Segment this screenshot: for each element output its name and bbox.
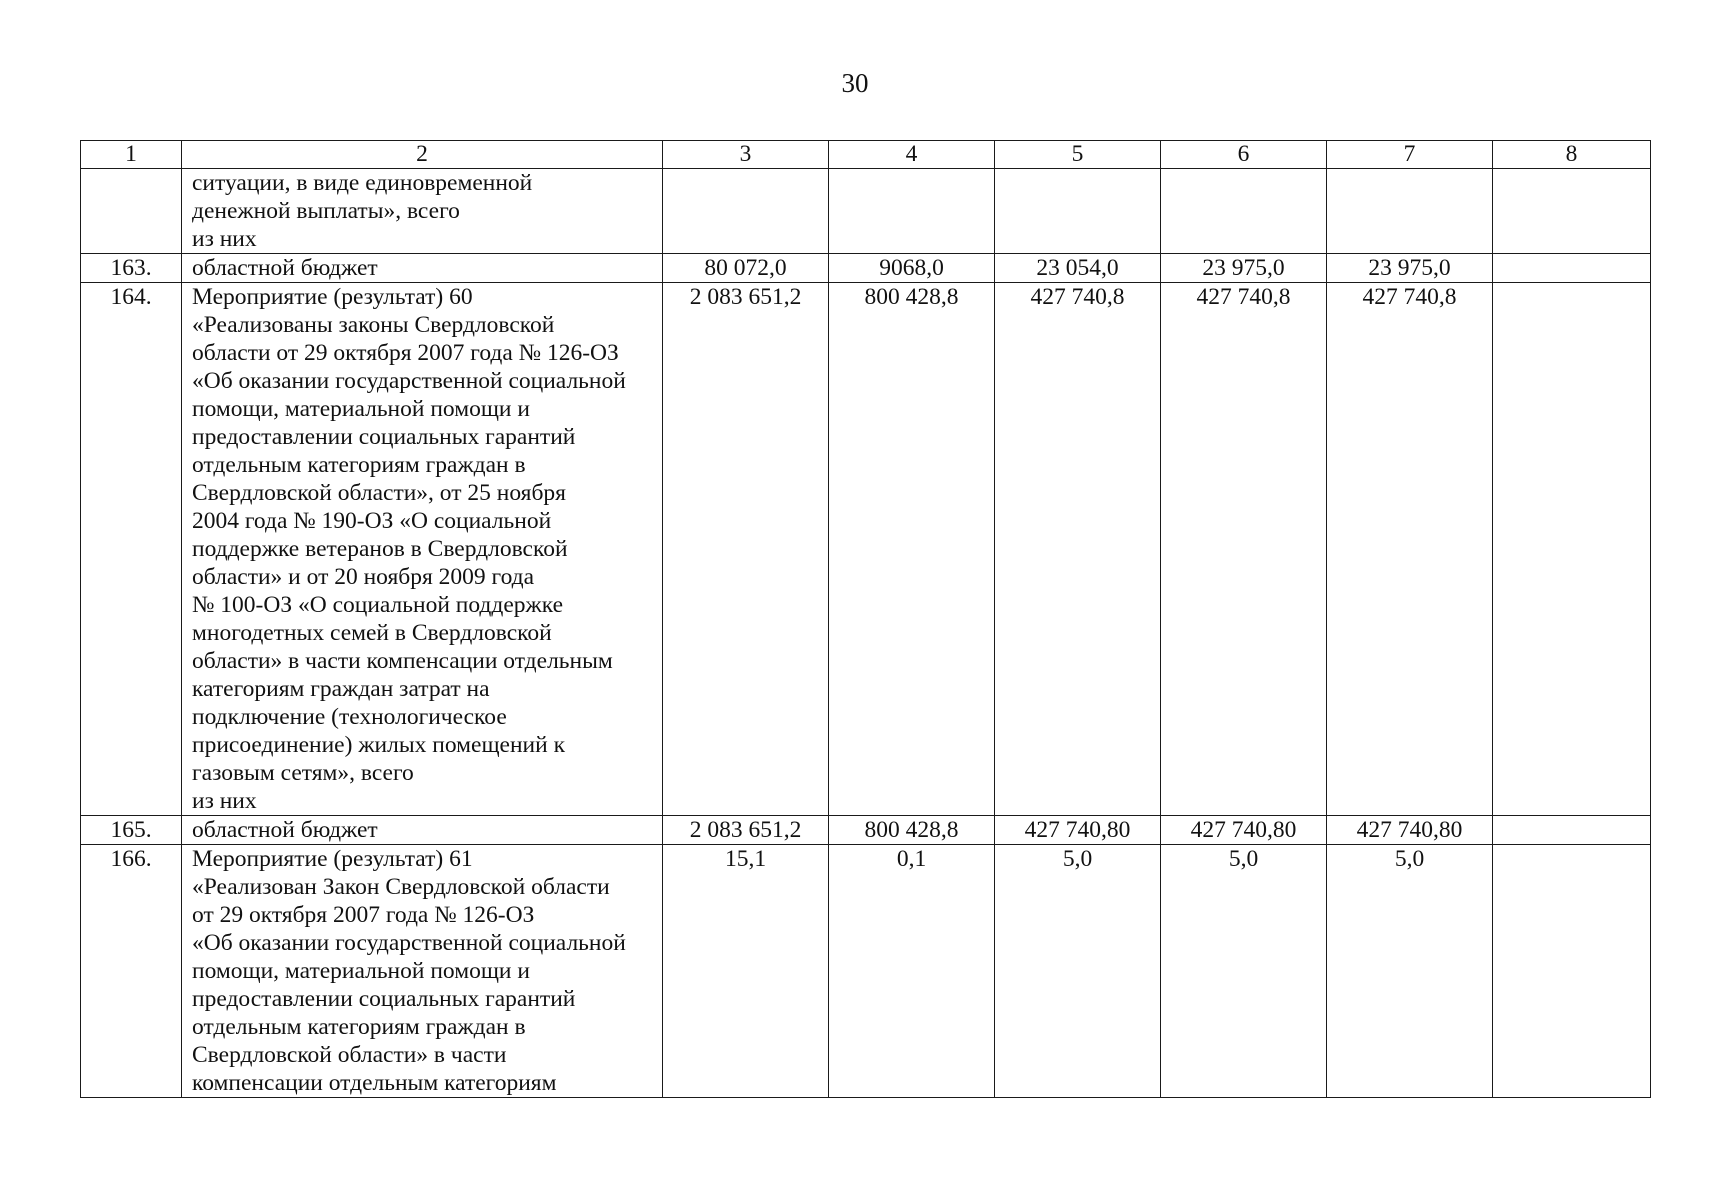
value-cell: 23 054,0	[995, 254, 1161, 283]
value-cell: 427 740,80	[1161, 816, 1327, 845]
value-cell	[995, 169, 1161, 254]
row-description: областной бюджет	[182, 816, 663, 845]
value-cell: 427 740,80	[995, 816, 1161, 845]
table-row	[81, 845, 1651, 1098]
value-cell: 427 740,8	[1327, 283, 1493, 816]
value-cell: 5,0	[995, 845, 1161, 1098]
value-cell	[663, 169, 829, 254]
value-cell	[829, 169, 995, 254]
value-cell: 5,0	[1161, 845, 1327, 1098]
table-row	[81, 283, 1651, 816]
value-cell: 0,1	[829, 845, 995, 1098]
row-description: Мероприятие (результат) 60 «Реализованы законы Свердловской области от 29 октября 2007 года № 126-ОЗ «Об оказании государственной социальной помощи, материальной помощи и предоставлении социальных гарантий отдельным категориям граждан в Свердловской области», от 25 ноября 2004 года № 190-ОЗ «О социальной поддержке ветеранов в Свердловской области» и от 20 ноября 2009 года № 100-ОЗ «О социальной поддержке многодетных семей в Свердловской области» в части компенсации отдельным категориям граждан затрат на подключение (технологическое присоединение) жилых помещений к газовым сетям», всего из них	[182, 283, 663, 816]
page-number: 30	[841, 68, 869, 98]
value-cell	[1161, 169, 1327, 254]
value-cell: 427 740,8	[1161, 283, 1327, 816]
value-cell	[1493, 816, 1651, 845]
row-index: 164.	[81, 283, 182, 816]
value-cell: 9068,0	[829, 254, 995, 283]
header-cell: 5	[995, 141, 1161, 169]
value-cell: 23 975,0	[1161, 254, 1327, 283]
row-index	[81, 169, 182, 254]
row-index: 165.	[81, 816, 182, 845]
header-cell: 8	[1493, 141, 1651, 169]
table-row	[81, 254, 1651, 283]
value-cell: 2 083 651,2	[663, 816, 829, 845]
value-cell: 800 428,8	[829, 816, 995, 845]
table-row	[81, 816, 1651, 845]
row-description: областной бюджет	[182, 254, 663, 283]
value-cell: 80 072,0	[663, 254, 829, 283]
table-row	[81, 169, 1651, 254]
value-cell	[1327, 169, 1493, 254]
value-cell: 427 740,80	[1327, 816, 1493, 845]
value-cell: 800 428,8	[829, 283, 995, 816]
budget-table	[80, 140, 1651, 1098]
header-cell: 4	[829, 141, 995, 169]
value-cell: 427 740,8	[995, 283, 1161, 816]
value-cell: 15,1	[663, 845, 829, 1098]
value-cell: 2 083 651,2	[663, 283, 829, 816]
value-cell	[1493, 283, 1651, 816]
header-cell: 1	[81, 141, 182, 169]
row-description: Мероприятие (результат) 61 «Реализован Закон Свердловской области от 29 октября 2007 года № 126-ОЗ «Об оказании государственной социальной помощи, материальной помощи и предоставлении социальных гарантий отдельным категориям граждан в Свердловской области» в части компенсации отдельным категориям	[182, 845, 663, 1098]
value-cell	[1493, 169, 1651, 254]
header-cell: 2	[182, 141, 663, 169]
row-description: ситуации, в виде единовременной денежной выплаты», всего из них	[182, 169, 663, 254]
value-cell	[1493, 845, 1651, 1098]
header-row	[81, 141, 1651, 169]
row-index: 166.	[81, 845, 182, 1098]
value-cell: 23 975,0	[1327, 254, 1493, 283]
header-cell: 6	[1161, 141, 1327, 169]
header-cell: 3	[663, 141, 829, 169]
value-cell: 5,0	[1327, 845, 1493, 1098]
row-index: 163.	[81, 254, 182, 283]
value-cell	[1493, 254, 1651, 283]
header-cell: 7	[1327, 141, 1493, 169]
